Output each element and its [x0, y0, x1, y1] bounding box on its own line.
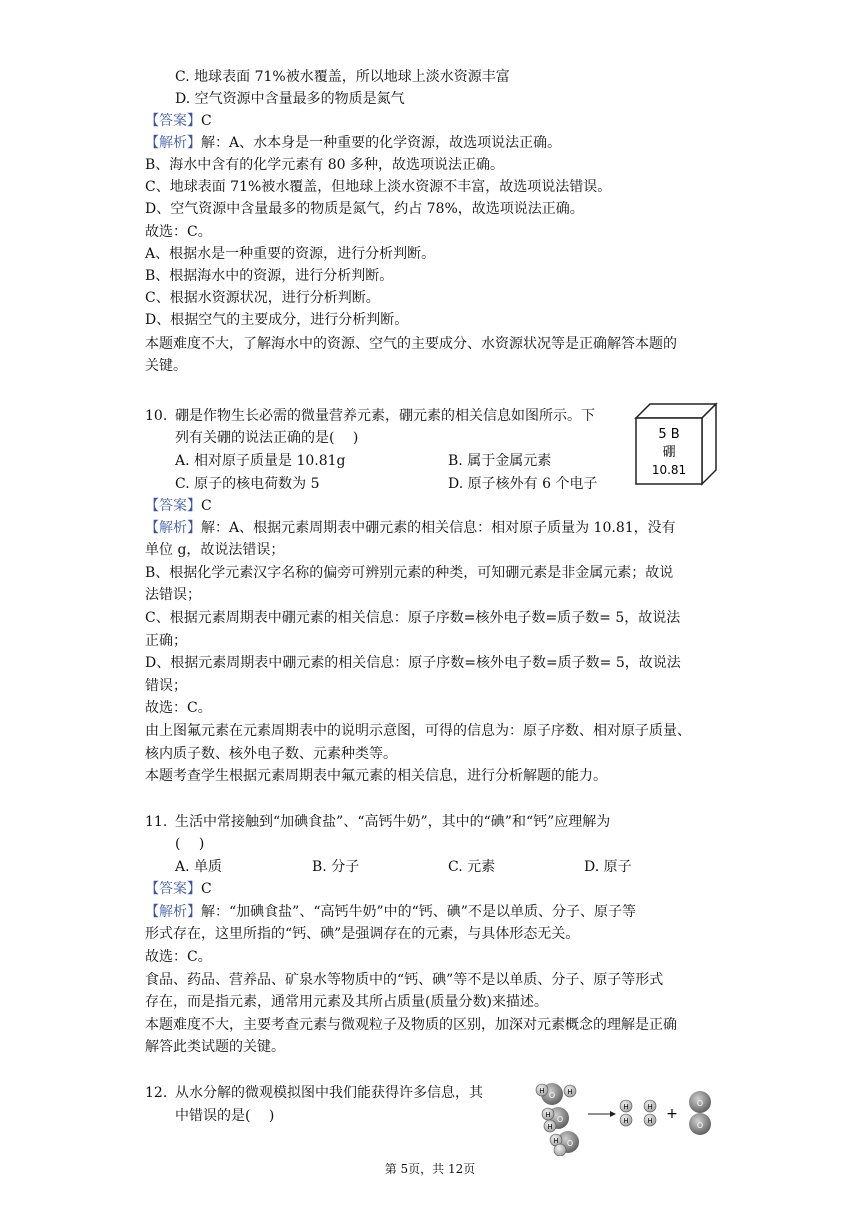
water-molecule — [550, 1131, 579, 1156]
q10-analysis-line: 本题考查学生根据元素周期表中氟元素的相关信息，进行分析解题的能力。 — [145, 768, 607, 784]
water-decomposition-diagram — [530, 1076, 720, 1156]
q10-option-d: D. 原子核外有 6 个电子 — [448, 476, 598, 492]
q10-analysis-line: 核内质子数、核外电子数、元素种类等。 — [145, 746, 397, 762]
q9-analysis-line: A、根据水是一种重要的资源，进行分析判断。 — [145, 246, 436, 262]
q11-stem: ( ) — [175, 836, 205, 852]
q11-option-d: D. 原子 — [584, 859, 632, 875]
q9-analysis-line: B、海水中含有的化学元素有 80 多种，故选项说法正确。 — [145, 157, 505, 173]
svg-text:O: O — [548, 1091, 556, 1100]
q11-analysis-line: 本题难度不大，主要考查元素与微观粒子及物质的区别，加深对元素概念的理解是正确 — [145, 1017, 677, 1033]
q11-option-b: B. 分子 — [312, 859, 360, 875]
q11-analysis-line: 存在，而是指元素，通常用元素及其所占质量(质量分数)来描述。 — [145, 994, 548, 1010]
water-molecule — [536, 1083, 576, 1105]
q11-analysis-line: 形式存在，这里所指的“钙、碘”是强调存在的元素，与具体形态无关。 — [145, 926, 580, 942]
svg-text:H: H — [623, 1103, 629, 1111]
q9-analysis-line: 故选：C。 — [145, 224, 212, 240]
q9-analysis-line: 关键。 — [145, 358, 187, 374]
oxygen-molecule — [689, 1091, 711, 1135]
svg-text:H: H — [623, 1117, 629, 1125]
water-molecule — [542, 1107, 569, 1132]
q10-analysis-line: 故选：C。 — [145, 700, 212, 716]
svg-text:H: H — [647, 1117, 653, 1125]
q10-analysis-line: 错误； — [145, 678, 187, 694]
svg-text:O: O — [566, 1139, 574, 1148]
q10-option-b: B. 属于金属元素 — [448, 453, 552, 469]
boron-element-box — [634, 402, 718, 486]
q10-stem: 10. 硼是作物生长必需的微量营养元素，硼元素的相关信息如图所示。下 — [145, 408, 595, 424]
q10-analysis-line: 【解析】解：A、根据元素周期表中硼元素的相关信息：相对原子质量为 10.81，没有 — [145, 520, 676, 536]
q9-answer: 【答案】C — [145, 113, 212, 129]
q9-analysis-line: D、空气资源中含量最多的物质是氮气，约占 78%，故选项说法正确。 — [145, 201, 584, 217]
hydrogen-molecule — [644, 1100, 656, 1126]
q11-analysis-line: 解答此类试题的关键。 — [145, 1039, 285, 1055]
q9-analysis-line: 【解析】解：A、水本身是一种重要的化学资源，故选项说法正确。 — [145, 135, 562, 151]
q10-analysis-line: C、根据元素周期表中硼元素的相关信息：原子序数=核外电子数=质子数= 5，故说法 — [145, 610, 681, 626]
q9-option-d: D. 空气资源中含量最多的物质是氮气 — [175, 91, 405, 107]
q10-answer: 【答案】C — [145, 498, 212, 514]
svg-text:H: H — [539, 1087, 545, 1095]
q9-analysis-line: C、地球表面 71%被水覆盖，但地球上淡水资源不丰富，故选项说法错误。 — [145, 179, 612, 195]
svg-text:O: O — [696, 1099, 704, 1108]
element-mass: 10.81 — [651, 463, 687, 477]
q10-stem: 列有关硼的说法正确的是( ) — [175, 430, 359, 446]
svg-text:O: O — [556, 1115, 564, 1124]
q10-analysis-line: 由上图氟元素在元素周期表中的说明示意图，可得的信息为：原子序数、相对原子质量、 — [145, 723, 691, 739]
q11-option-a: A. 单质 — [175, 859, 223, 875]
q9-analysis-line: C、根据水资源状况，进行分析判断。 — [145, 290, 380, 306]
q9-analysis-line: B、根据海水中的资源，进行分析判断。 — [145, 268, 394, 284]
svg-text:H: H — [553, 1137, 559, 1145]
q9-analysis-line: 本题难度不大，了解海水中的资源、空气的主要成分、水资源状况等是正确解答本题的 — [145, 336, 677, 352]
svg-text:O: O — [696, 1121, 704, 1130]
plus-sign: + — [666, 1106, 678, 1122]
q11-analysis-line: 故选：C。 — [145, 949, 212, 965]
q10-analysis-line: 法错误； — [145, 587, 201, 603]
q11-answer: 【答案】C — [145, 881, 212, 897]
page-footer: 第 5页，共 12页 — [384, 1162, 476, 1176]
q10-analysis-line: D、根据元素周期表中硼元素的相关信息：原子序数=核外电子数=质子数= 5，故说法 — [145, 655, 681, 671]
q11-analysis-line: 食品、药品、营养品、矿泉水等物质中的“钙、碘”等不是以单质、分子、原子等形式 — [145, 972, 664, 988]
q11-option-c: C. 元素 — [448, 859, 496, 875]
q10-analysis-line: B、根据化学元素汉字名称的偏旁可辨别元素的种类，可知硼元素是非金属元素；故说 — [145, 565, 674, 581]
hydrogen-molecule — [620, 1100, 632, 1126]
svg-text:H: H — [547, 1123, 553, 1131]
element-name: 硼 — [662, 445, 676, 460]
q9-analysis-line: D、根据空气的主要成分，进行分析判断。 — [145, 312, 409, 328]
q12-stem: 12. 从水分解的微观模拟图中我们能获得许多信息，其 — [145, 1085, 483, 1101]
svg-text:H: H — [647, 1103, 653, 1111]
q12-stem: 中错误的是( ) — [175, 1108, 275, 1124]
q10-analysis-line: 正确； — [145, 633, 187, 649]
element-number-symbol: 5 B — [658, 427, 680, 442]
svg-text:H: H — [545, 1111, 551, 1119]
q10-option-a: A. 相对原子质量是 10.81g — [175, 453, 346, 469]
q11-analysis-line: 【解析】解：“加碘食盐”、“高钙牛奶”中的“钙、碘”不是以单质、分子、原子等 — [145, 904, 636, 920]
q10-analysis-line: 单位 g，故说法错误； — [145, 542, 285, 558]
q11-stem: 11. 生活中常接触到“加碘食盐”、“高钙牛奶”，其中的“碘”和“钙”应理解为 — [145, 814, 611, 830]
q9-option-c: C. 地球表面 71%被水覆盖，所以地球上淡水资源丰富 — [175, 69, 510, 85]
q10-option-c: C. 原子的核电荷数为 5 — [175, 476, 320, 492]
svg-text:H: H — [567, 1088, 573, 1096]
reaction-arrow — [588, 1111, 616, 1117]
